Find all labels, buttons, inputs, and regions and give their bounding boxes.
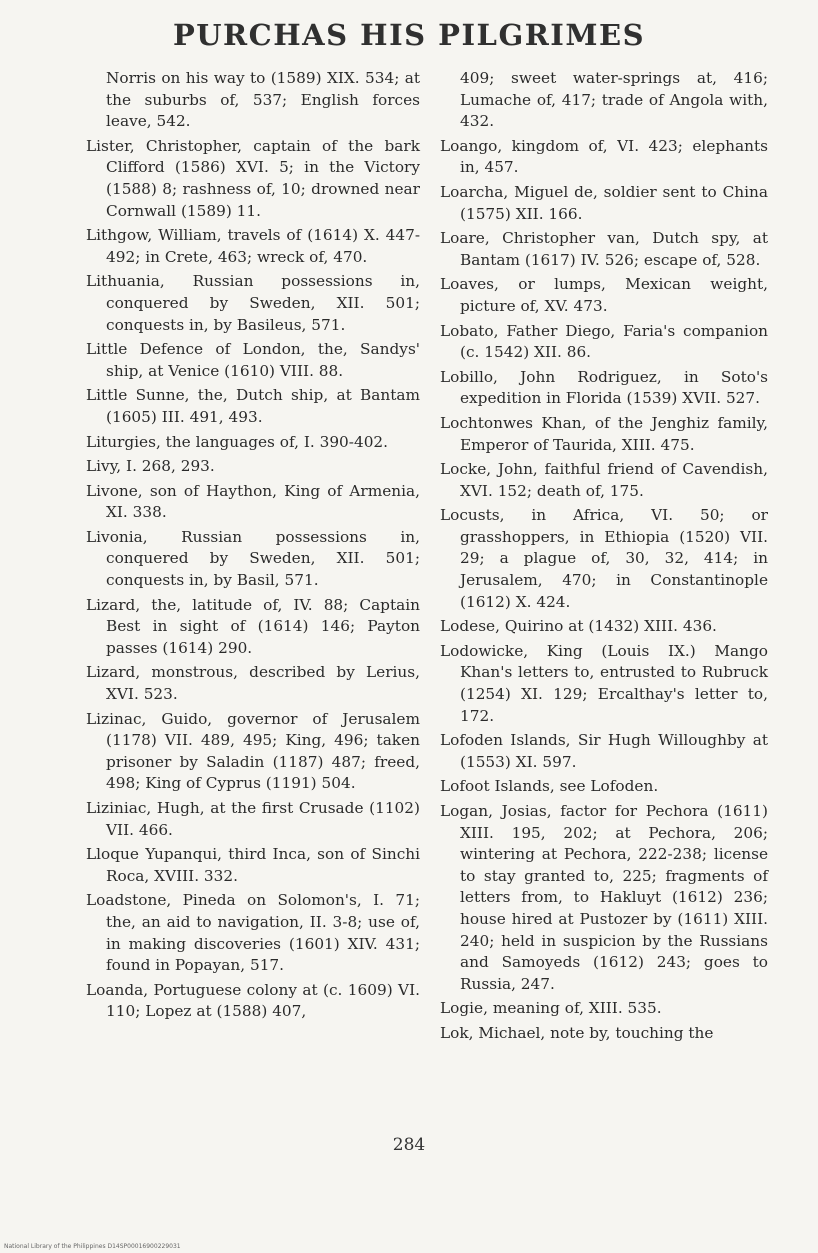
index-entry: Loanda, Portuguese colony at (c. 1609) VI. 110; Lopez at (1588) 407, [86, 980, 420, 1021]
index-entry: Loare, Christopher van, Dutch spy, at Bantam (1617) IV. 526; escape of, 528. [440, 229, 768, 269]
index-entry: Lobato, Father Diego, Faria's companion (c. 1542) XII. 86. [440, 321, 768, 362]
index-column-right [440, 68, 768, 1048]
index-entry: Norris on his way to (1589) XIX. 534; at the suburbs of, 537; English forces leave, 542. [106, 69, 420, 131]
index-entry: Little Sunne, the, Dutch ship, at Bantam (1605) III. 491, 493. [86, 386, 420, 426]
index-entry: Lloque Yupanqui, third Inca, son of Sinchi Roca, XVIII. 332. [86, 845, 420, 885]
page-number: 284 [392, 1135, 426, 1155]
index-column-left [86, 68, 420, 1026]
index-entry: Loarcha, Miguel de, soldier sent to China (1575) XII. 166. [440, 182, 768, 223]
index-entry: Lizard, the, latitude of, IV. 88; Captain Best in sight of (1614) 146; Payton passes (1614) 290. [86, 595, 420, 657]
index-entry: Lister, Christopher, captain of the bark Clifford (1586) XVI. 5; in the Victory (1588) 8; rashness of, 10; drowned near Cornwall (1589) 11. [86, 136, 420, 220]
index-entry: Little Defence of London, the, Sandys' ship, at Venice (1610) VIII. 88. [86, 340, 420, 380]
index-entry: Lithuania, Russian possessions in, conquered by Sweden, XII. 501; conquests in, by Basileus, 571. [86, 272, 420, 334]
index-entry: Locke, John, faithful friend of Cavendish, XVI. 152; death of, 175. [440, 460, 768, 500]
index-entry: Liturgies, the languages of, I. 390-402. [86, 432, 389, 451]
index-entry: Lithgow, William, travels of (1614) X. 447-492; in Crete, 463; wreck of, 470. [86, 226, 420, 266]
index-entry: Livy, I. 268, 293. [86, 457, 215, 476]
index-entry: Lok, Michael, note by, touching the [440, 1023, 714, 1042]
index-entry: Logan, Josias, factor for Pechora (1611) XIII. 195, 202; at Pechora, 206; wintering at Pechora, 222-238; license to stay granted to, 225; fragments of letters from, to Hakluyt (1612) 236; house hired at Pustozer by (1611) XIII. 240; held in suspicion by the Russians and Samoyeds (1612) 243; goes to Russia, 247. [440, 802, 768, 993]
page-title: PURCHAS HIS PILGRIMES [172, 18, 646, 52]
index-entry: Locusts, in Africa, VI. 50; or grasshoppers, in Ethiopia (1520) VII. 29; a plague of, 30, 32, 414; in Jerusalem, 470; in Constantinople (1612) X. 424. [440, 506, 768, 611]
index-entry: Lodowicke, King (Louis IX.) Mango Khan's letters to, entrusted to Rubruck (1254) XI. 129; Ercalthay's letter to, 172. [440, 641, 768, 725]
index-entry: Lizinac, Guido, governor of Jerusalem (1178) VII. 489, 495; King, 496; taken prisoner by Saladin (1187) 487; freed, 498; King of Cyprus (1191) 504. [86, 709, 420, 793]
index-entry: Livone, son of Haython, King of Armenia, XI. 338. [86, 481, 420, 522]
index-entry: Liziniac, Hugh, at the first Crusade (1102) VII. 466. [86, 799, 420, 839]
scan-source-note: National Library of the Philippines D14SP00016900229031 [4, 1243, 181, 1250]
index-entry: Lochtonwes Khan, of the Jenghiz family, Emperor of Taurida, XIII. 475. [440, 413, 768, 454]
index-entry: 409; sweet water-springs at, 416; Lumache of, 417; trade of Angola with, 432. [460, 69, 768, 131]
index-entry: Loadstone, Pineda on Solomon's, I. 71; the, an aid to navigation, II. 3-8; use of, in making discoveries (1601) XIV. 431; found in Popayan, 517. [86, 891, 420, 975]
index-entry: Loango, kingdom of, VI. 423; elephants in, 457. [440, 136, 768, 177]
index-entry: Logie, meaning of, XIII. 535. [440, 999, 662, 1018]
index-entry: Lizard, monstrous, described by Lerius, XVI. 523. [86, 663, 420, 704]
index-entry: Lobillo, John Rodriguez, in Soto's expedition in Florida (1539) XVII. 527. [440, 367, 768, 408]
index-entry: Livonia, Russian possessions in, conquered by Sweden, XII. 501; conquests in, by Basil, 571. [86, 527, 420, 590]
index-entry: Lodese, Quirino at (1432) XIII. 436. [440, 617, 717, 636]
index-entry: Lofoot Islands, see Lofoden. [440, 777, 659, 796]
index-entry: Lofoden Islands, Sir Hugh Willoughby at (1553) XI. 597. [440, 731, 768, 771]
index-entry: Loaves, or lumps, Mexican weight, picture of, XV. 473. [440, 275, 768, 315]
